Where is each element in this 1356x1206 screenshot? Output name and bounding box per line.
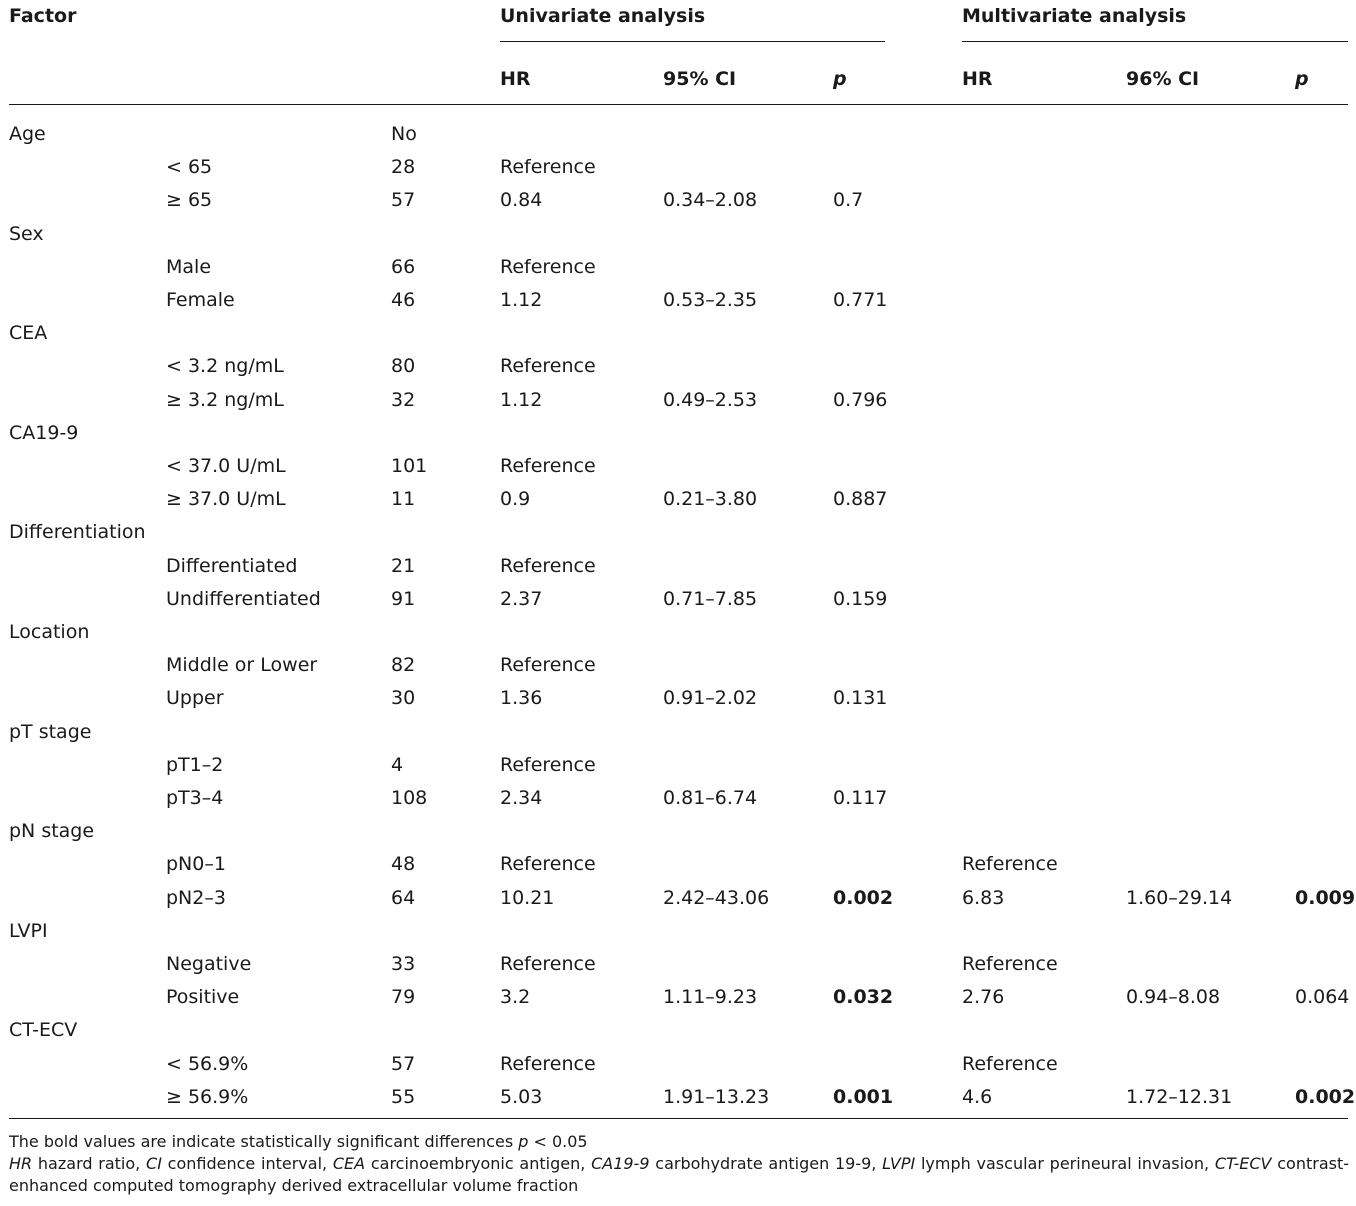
multivariate-rule: [962, 41, 1348, 42]
univariate-ci-cell: 0.71–7.85: [663, 588, 758, 610]
univariate-hr-cell: 10.21: [500, 887, 555, 909]
abbreviation-term: HR: [9, 1154, 33, 1173]
univariate-hr-cell: Reference: [500, 355, 596, 377]
count-cell: 33: [391, 953, 416, 975]
subgroup-cell: < 3.2 ng/mL: [166, 355, 284, 377]
abbreviation-definition: hazard ratio,: [32, 1154, 147, 1173]
count-cell: 30: [391, 687, 416, 709]
header-u-ci: 95% CI: [663, 68, 737, 90]
footnote-p-symbol: p: [518, 1132, 529, 1151]
univariate-ci-cell: 1.11–9.23: [663, 986, 758, 1008]
univariate-hr-cell: Reference: [500, 953, 596, 975]
univariate-hr-cell: 3.2: [500, 986, 531, 1008]
univariate-hr-cell: 1.36: [500, 687, 543, 709]
header-m-hr: HR: [962, 68, 993, 90]
count-cell: 80: [391, 355, 416, 377]
abbreviation-term: CT-ECV: [1214, 1154, 1272, 1173]
subgroup-cell: Middle or Lower: [166, 654, 318, 676]
count-cell: 46: [391, 289, 416, 311]
subgroup-cell: < 37.0 U/mL: [166, 455, 286, 477]
univariate-p-cell: 0.001: [833, 1086, 894, 1108]
subgroup-cell: < 56.9%: [166, 1053, 249, 1075]
subgroup-cell: < 65: [166, 156, 213, 178]
table-bottom-rule: [9, 1118, 1348, 1119]
abbreviation-definition: carcinoembryonic antigen,: [365, 1154, 592, 1173]
univariate-ci-cell: 0.53–2.35: [663, 289, 758, 311]
univariate-hr-cell: Reference: [500, 455, 596, 477]
header-bottom-rule: [9, 104, 1348, 105]
subgroup-cell: Differentiated: [166, 555, 298, 577]
header-multivariate: Multivariate analysis: [962, 5, 1187, 27]
multivariate-hr-cell: 4.6: [962, 1086, 993, 1108]
count-cell: 64: [391, 887, 416, 909]
univariate-hr-cell: 5.03: [500, 1086, 543, 1108]
factor-cell: Location: [9, 621, 90, 643]
univariate-ci-cell: 0.91–2.02: [663, 687, 758, 709]
factor-cell: Differentiation: [9, 521, 146, 543]
count-cell: 57: [391, 189, 416, 211]
factor-cell: Age: [9, 123, 46, 145]
abbreviation-term: CEA: [332, 1154, 366, 1173]
subgroup-cell: pT1–2: [166, 754, 224, 776]
univariate-p-cell: 0.7: [833, 189, 864, 211]
univariate-hr-cell: Reference: [500, 654, 596, 676]
header-m-p: p: [1295, 68, 1309, 90]
univariate-p-cell: 0.002: [833, 887, 894, 909]
univariate-hr-cell: 2.37: [500, 588, 543, 610]
subgroup-cell: Undifferentiated: [166, 588, 321, 610]
subgroup-cell: ≥ 37.0 U/mL: [166, 488, 286, 510]
univariate-p-cell: 0.796: [833, 389, 888, 411]
multivariate-p-cell: 0.064: [1295, 986, 1350, 1008]
count-cell: 82: [391, 654, 416, 676]
univariate-hr-cell: Reference: [500, 156, 596, 178]
multivariate-ci-cell: 0.94–8.08: [1126, 986, 1221, 1008]
factor-cell: CEA: [9, 322, 48, 344]
count-cell: 32: [391, 389, 416, 411]
footnote-threshold: < 0.05: [528, 1132, 588, 1151]
subgroup-cell: pN2–3: [166, 887, 226, 909]
univariate-hr-cell: 0.9: [500, 488, 531, 510]
univariate-hr-cell: 0.84: [500, 189, 543, 211]
multivariate-hr-cell: Reference: [962, 1053, 1058, 1075]
footnote-significance: [9, 1131, 1349, 1153]
abbreviation-term: CI: [146, 1154, 162, 1173]
univariate-ci-cell: 2.42–43.06: [663, 887, 770, 909]
factor-cell: pN stage: [9, 820, 95, 842]
multivariate-ci-cell: 1.72–12.31: [1126, 1086, 1233, 1108]
univariate-ci-cell: 0.21–3.80: [663, 488, 758, 510]
abbreviation-term: CA19-9: [591, 1154, 650, 1173]
subgroup-cell: Negative: [166, 953, 252, 975]
multivariate-hr-cell: 6.83: [962, 887, 1005, 909]
count-cell: 21: [391, 555, 416, 577]
header-m-ci: 96% CI: [1126, 68, 1200, 90]
univariate-hr-cell: 1.12: [500, 389, 543, 411]
multivariate-hr-cell: 2.76: [962, 986, 1005, 1008]
abbreviation-definition: carbohydrate antigen 19-9,: [649, 1154, 883, 1173]
univariate-hr-cell: 1.12: [500, 289, 543, 311]
count-cell: 79: [391, 986, 416, 1008]
abbreviation-term: LVPI: [882, 1154, 916, 1173]
footnote: [9, 1131, 1349, 1197]
univariate-ci-cell: 0.49–2.53: [663, 389, 758, 411]
count-cell: 57: [391, 1053, 416, 1075]
univariate-ci-cell: 0.34–2.08: [663, 189, 758, 211]
univariate-hr-cell: Reference: [500, 853, 596, 875]
univariate-ci-cell: 0.81–6.74: [663, 787, 758, 809]
header-u-hr: HR: [500, 68, 531, 90]
univariate-hr-cell: Reference: [500, 256, 596, 278]
subgroup-cell: ≥ 65: [166, 189, 213, 211]
univariate-p-cell: 0.159: [833, 588, 888, 610]
count-cell: 48: [391, 853, 416, 875]
univariate-p-cell: 0.117: [833, 787, 888, 809]
header-factor: Factor: [9, 5, 77, 27]
count-cell: 91: [391, 588, 416, 610]
count-cell: 11: [391, 488, 416, 510]
subgroup-cell: Upper: [166, 687, 224, 709]
abbreviation-definition: confidence interval,: [161, 1154, 333, 1173]
subgroup-cell: pN0–1: [166, 853, 226, 875]
subgroup-cell: ≥ 56.9%: [166, 1086, 249, 1108]
abbreviation-definition: contrast-enhanced computed tomography derived extracellular volume fraction: [9, 1154, 1350, 1195]
univariate-p-cell: 0.131: [833, 687, 888, 709]
count-cell: 4: [391, 754, 404, 776]
multivariate-ci-cell: 1.60–29.14: [1126, 887, 1233, 909]
header-u-p: p: [833, 68, 847, 90]
abbreviation-definition: lymph vascular perineural invasion,: [915, 1154, 1215, 1173]
factor-cell: LVPI: [9, 920, 48, 942]
multivariate-p-cell: 0.009: [1295, 887, 1356, 909]
multivariate-hr-cell: Reference: [962, 853, 1058, 875]
subgroup-cell: pT3–4: [166, 787, 224, 809]
univariate-p-cell: 0.887: [833, 488, 888, 510]
count-cell: No: [391, 123, 417, 145]
count-cell: 55: [391, 1086, 416, 1108]
count-cell: 108: [391, 787, 428, 809]
footnote-significance-text: The bold values are indicate statistically significant differences: [9, 1132, 519, 1151]
univariate-ci-cell: 1.91–13.23: [663, 1086, 770, 1108]
footnote-abbreviations: [9, 1153, 1349, 1197]
count-cell: 101: [391, 455, 428, 477]
subgroup-cell: Positive: [166, 986, 240, 1008]
subgroup-cell: Female: [166, 289, 235, 311]
univariate-p-cell: 0.771: [833, 289, 888, 311]
factor-cell: CA19-9: [9, 422, 79, 444]
univariate-hr-cell: Reference: [500, 555, 596, 577]
count-cell: 28: [391, 156, 416, 178]
factor-cell: CT-ECV: [9, 1019, 78, 1041]
univariate-hr-cell: Reference: [500, 754, 596, 776]
subgroup-cell: ≥ 3.2 ng/mL: [166, 389, 284, 411]
univariate-p-cell: 0.032: [833, 986, 894, 1008]
count-cell: 66: [391, 256, 416, 278]
header-univariate: Univariate analysis: [500, 5, 706, 27]
factor-cell: pT stage: [9, 721, 92, 743]
subgroup-cell: Male: [166, 256, 212, 278]
multivariate-hr-cell: Reference: [962, 953, 1058, 975]
factor-cell: Sex: [9, 223, 44, 245]
multivariate-p-cell: 0.002: [1295, 1086, 1356, 1108]
univariate-hr-cell: Reference: [500, 1053, 596, 1075]
univariate-rule: [500, 41, 885, 42]
univariate-hr-cell: 2.34: [500, 787, 543, 809]
